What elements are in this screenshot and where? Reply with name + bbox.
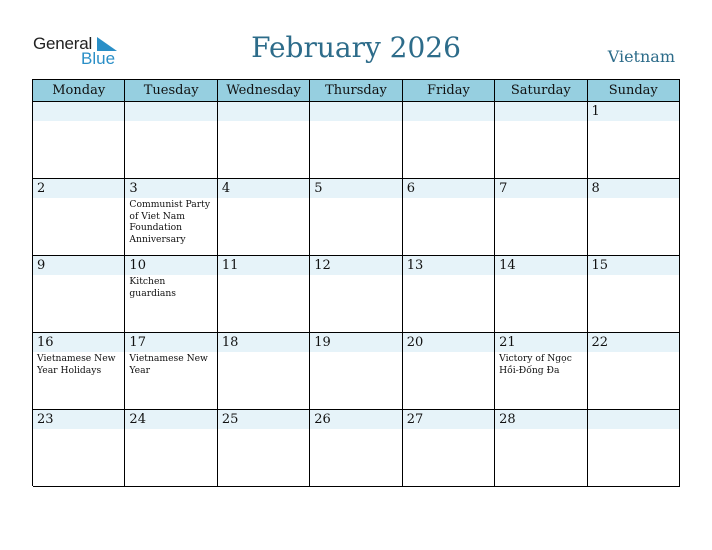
- day-cell: [403, 256, 495, 333]
- day-cell: [125, 333, 217, 410]
- day-cell: [33, 333, 125, 410]
- day-cell: [495, 102, 587, 179]
- day-number: 1: [591, 104, 600, 119]
- day-cell: [310, 256, 402, 333]
- day-number-band: [495, 102, 586, 121]
- day-number: 8: [591, 181, 600, 196]
- day-number: 9: [37, 258, 46, 273]
- calendar-week-row: [33, 256, 680, 333]
- day-number-band: [310, 179, 401, 198]
- weekday-header-row: [33, 80, 680, 102]
- day-number: 10: [129, 258, 146, 273]
- day-cell: [125, 410, 217, 487]
- day-number: 2: [37, 181, 46, 196]
- weekday-header: Sunday: [588, 80, 680, 102]
- day-cell: [125, 179, 217, 256]
- day-cell: [33, 102, 125, 179]
- weekday-header: Saturday: [495, 80, 587, 102]
- day-cell: [588, 410, 680, 487]
- day-number: 20: [406, 335, 424, 350]
- day-cell: [403, 410, 495, 487]
- day-cell: [33, 179, 125, 256]
- day-cell: [403, 102, 495, 179]
- day-cell: [588, 256, 680, 333]
- day-cell: [310, 333, 402, 410]
- day-cell: [218, 102, 310, 179]
- holiday-label: Vietnamese New Year: [129, 353, 208, 376]
- day-number: 7: [499, 181, 508, 196]
- day-number: 11: [221, 258, 239, 273]
- day-number-band: [403, 102, 494, 121]
- day-cell: [125, 256, 217, 333]
- holiday-label: Communist Party of Viet Nam Foundation Anniversary: [129, 199, 211, 245]
- day-number-band: [588, 179, 679, 198]
- day-cell: [218, 333, 310, 410]
- day-number: 12: [314, 258, 331, 273]
- day-cell: [495, 256, 587, 333]
- day-cell: [310, 410, 402, 487]
- day-cell: [125, 102, 217, 179]
- calendar-weeks: [33, 102, 680, 487]
- day-number: 6: [406, 181, 415, 196]
- day-number: 19: [314, 335, 331, 350]
- day-number-band: [218, 179, 309, 198]
- day-number-band: [33, 179, 124, 198]
- day-number: 3: [129, 181, 138, 196]
- day-number: 28: [499, 412, 516, 427]
- day-cell: [495, 333, 587, 410]
- day-cell: [218, 179, 310, 256]
- month-calendar: [32, 79, 680, 486]
- day-number: 13: [406, 258, 424, 273]
- weekday-header: Tuesday: [125, 80, 217, 102]
- day-number: 26: [314, 412, 331, 427]
- day-number-band: [125, 102, 216, 121]
- weekday-header: Wednesday: [218, 80, 310, 102]
- day-cell: [495, 179, 587, 256]
- country-label: Vietnam: [607, 47, 675, 66]
- day-number: 15: [591, 258, 609, 273]
- day-number: 14: [499, 258, 516, 273]
- day-number-band: [310, 102, 401, 121]
- calendar-week-row: [33, 179, 680, 256]
- calendar-week-row: [33, 333, 680, 410]
- holiday-label: Victory of Ngọc Hồi-Đống Đa: [499, 353, 572, 376]
- day-cell: [588, 179, 680, 256]
- weekday-header: Thursday: [310, 80, 402, 102]
- logo-text-blue: Blue: [81, 49, 116, 68]
- day-cell: [33, 410, 125, 487]
- day-number: 23: [37, 412, 54, 427]
- day-number: 16: [37, 335, 54, 350]
- logo-text-general: General: [33, 34, 93, 53]
- day-number: 21: [499, 335, 516, 350]
- day-cell: [218, 410, 310, 487]
- day-cell: [588, 102, 680, 179]
- day-number: 22: [591, 335, 609, 350]
- day-number-band: [33, 102, 124, 121]
- day-number-band: [588, 410, 679, 429]
- calendar-title: February 2026: [251, 31, 461, 64]
- calendar-week-row: [33, 102, 680, 179]
- day-cell: [218, 256, 310, 333]
- day-cell: [310, 179, 402, 256]
- day-number: 25: [221, 412, 239, 427]
- day-cell: [588, 333, 680, 410]
- holiday-label: Kitchen guardians: [129, 276, 177, 299]
- day-cell: [310, 102, 402, 179]
- weekday-header: Monday: [33, 80, 125, 102]
- day-number: 17: [129, 335, 146, 350]
- calendar-week-row: [33, 410, 680, 487]
- day-cell: [33, 256, 125, 333]
- day-cell: [403, 333, 495, 410]
- day-number-band: [33, 256, 124, 275]
- day-cell: [403, 179, 495, 256]
- day-number-band: [588, 102, 679, 121]
- day-number-band: [218, 102, 309, 121]
- day-number: 4: [221, 181, 231, 196]
- day-cell: [495, 410, 587, 487]
- day-number-band: [125, 179, 216, 198]
- day-number-band: [403, 179, 494, 198]
- day-number: 18: [221, 335, 239, 350]
- day-number: 27: [406, 412, 424, 427]
- holiday-label: Vietnamese New Year Holidays: [37, 353, 116, 376]
- day-number: 24: [129, 412, 146, 427]
- weekday-header: Friday: [403, 80, 495, 102]
- day-number: 5: [314, 181, 323, 196]
- day-number-band: [495, 179, 586, 198]
